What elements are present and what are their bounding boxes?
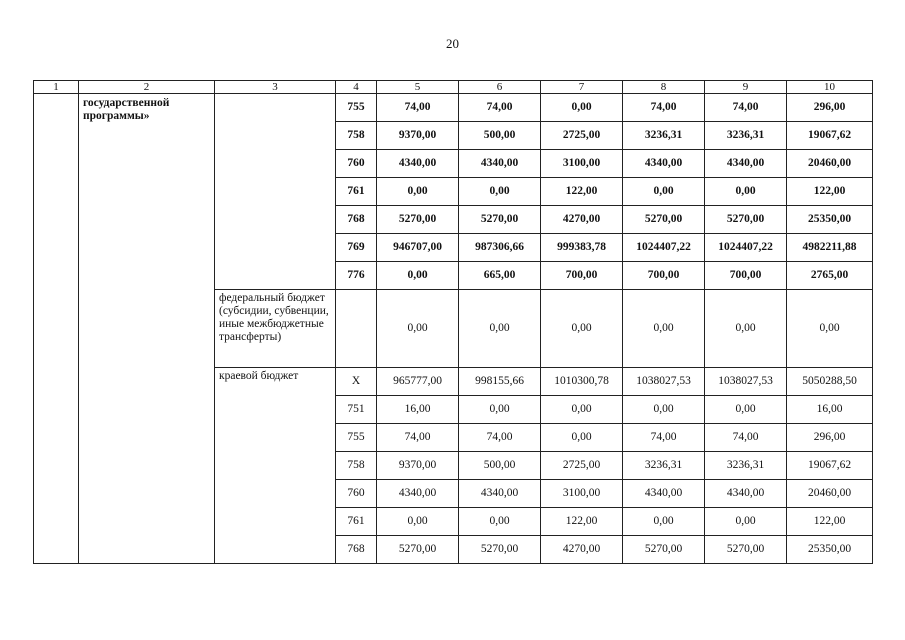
- value-cell: 0,00: [541, 424, 623, 452]
- value-cell: 74,00: [459, 424, 541, 452]
- value-cell: 25350,00: [787, 206, 873, 234]
- value-cell: 4982211,88: [787, 234, 873, 262]
- value-cell: 2725,00: [541, 452, 623, 480]
- program-name-cell: государственной программы»: [79, 94, 215, 564]
- value-cell: 5270,00: [377, 206, 459, 234]
- value-cell: 3236,31: [705, 122, 787, 150]
- value-cell: 0,00: [705, 178, 787, 206]
- value-cell: 1024407,22: [623, 234, 705, 262]
- value-cell: 0,00: [623, 290, 705, 368]
- code-cell: 760: [336, 480, 377, 508]
- value-cell: 0,00: [377, 290, 459, 368]
- value-cell: 122,00: [787, 178, 873, 206]
- code-cell: 761: [336, 508, 377, 536]
- column-header: 7: [541, 81, 623, 94]
- code-cell: 768: [336, 536, 377, 564]
- value-cell: 74,00: [377, 94, 459, 122]
- value-cell: 665,00: [459, 262, 541, 290]
- code-cell: 758: [336, 122, 377, 150]
- value-cell: 9370,00: [377, 122, 459, 150]
- value-cell: 0,00: [377, 178, 459, 206]
- value-cell: 16,00: [787, 396, 873, 424]
- value-cell: 20460,00: [787, 480, 873, 508]
- value-cell: 500,00: [459, 122, 541, 150]
- federal-budget-label: федеральный бюджет (субсидии, субвенции, иные межбюджетные трансферты): [215, 290, 336, 368]
- column-header: 2: [79, 81, 215, 94]
- code-cell: 776: [336, 262, 377, 290]
- value-cell: 74,00: [705, 424, 787, 452]
- column-header: 10: [787, 81, 873, 94]
- value-cell: 74,00: [377, 424, 459, 452]
- code-cell: [336, 290, 377, 368]
- value-cell: 0,00: [541, 94, 623, 122]
- value-cell: 122,00: [541, 178, 623, 206]
- value-cell: 0,00: [459, 508, 541, 536]
- value-cell: 0,00: [459, 396, 541, 424]
- value-cell: 4340,00: [705, 480, 787, 508]
- value-cell: 2765,00: [787, 262, 873, 290]
- value-cell: 5270,00: [623, 536, 705, 564]
- code-cell: X: [336, 368, 377, 396]
- value-cell: 500,00: [459, 452, 541, 480]
- value-cell: 0,00: [705, 508, 787, 536]
- table-row: [34, 94, 873, 122]
- value-cell: 122,00: [541, 508, 623, 536]
- value-cell: 1038027,53: [623, 368, 705, 396]
- value-cell: 700,00: [623, 262, 705, 290]
- code-cell: 751: [336, 396, 377, 424]
- code-cell: 769: [336, 234, 377, 262]
- value-cell: 4270,00: [541, 536, 623, 564]
- value-cell: 0,00: [459, 178, 541, 206]
- value-cell: 4340,00: [705, 150, 787, 178]
- column-header: 1: [34, 81, 79, 94]
- value-cell: 74,00: [623, 94, 705, 122]
- column-header: 6: [459, 81, 541, 94]
- value-cell: 1010300,78: [541, 368, 623, 396]
- value-cell: 3236,31: [705, 452, 787, 480]
- value-cell: 74,00: [705, 94, 787, 122]
- value-cell: 4270,00: [541, 206, 623, 234]
- value-cell: 1038027,53: [705, 368, 787, 396]
- value-cell: 1024407,22: [705, 234, 787, 262]
- value-cell: 5270,00: [705, 536, 787, 564]
- regional-budget-label: краевой бюджет: [215, 368, 336, 564]
- value-cell: 3100,00: [541, 480, 623, 508]
- value-cell: 5270,00: [459, 206, 541, 234]
- table-body: [34, 81, 873, 564]
- value-cell: 4340,00: [377, 480, 459, 508]
- column-header: 9: [705, 81, 787, 94]
- value-cell: 4340,00: [623, 150, 705, 178]
- value-cell: 122,00: [787, 508, 873, 536]
- value-cell: 19067,62: [787, 452, 873, 480]
- code-cell: 755: [336, 424, 377, 452]
- code-cell: 758: [336, 452, 377, 480]
- value-cell: 998155,66: [459, 368, 541, 396]
- value-cell: 4340,00: [377, 150, 459, 178]
- value-cell: 296,00: [787, 424, 873, 452]
- value-cell: 5270,00: [377, 536, 459, 564]
- value-cell: 965777,00: [377, 368, 459, 396]
- value-cell: 0,00: [377, 262, 459, 290]
- value-cell: 5270,00: [705, 206, 787, 234]
- value-cell: 5270,00: [623, 206, 705, 234]
- value-cell: 0,00: [623, 508, 705, 536]
- value-cell: 700,00: [705, 262, 787, 290]
- column-header: 3: [215, 81, 336, 94]
- column-header: 5: [377, 81, 459, 94]
- column-header: 8: [623, 81, 705, 94]
- code-cell: 768: [336, 206, 377, 234]
- value-cell: 946707,00: [377, 234, 459, 262]
- value-cell: 4340,00: [459, 480, 541, 508]
- value-cell: 0,00: [459, 290, 541, 368]
- value-cell: 3236,31: [623, 122, 705, 150]
- table-header-row: [34, 81, 873, 94]
- value-cell: 2725,00: [541, 122, 623, 150]
- value-cell: 4340,00: [459, 150, 541, 178]
- value-cell: 0,00: [705, 396, 787, 424]
- value-cell: 700,00: [541, 262, 623, 290]
- value-cell: 19067,62: [787, 122, 873, 150]
- value-cell: 25350,00: [787, 536, 873, 564]
- value-cell: 5270,00: [459, 536, 541, 564]
- col1-cell: [34, 94, 79, 564]
- page-number: 20: [446, 36, 459, 51]
- value-cell: 0,00: [787, 290, 873, 368]
- value-cell: 3236,31: [623, 452, 705, 480]
- source-cell: [215, 94, 336, 290]
- value-cell: 999383,78: [541, 234, 623, 262]
- column-header: 4: [336, 81, 377, 94]
- value-cell: 9370,00: [377, 452, 459, 480]
- value-cell: 0,00: [623, 178, 705, 206]
- code-cell: 755: [336, 94, 377, 122]
- value-cell: 3100,00: [541, 150, 623, 178]
- value-cell: 5050288,50: [787, 368, 873, 396]
- value-cell: 74,00: [459, 94, 541, 122]
- value-cell: 16,00: [377, 396, 459, 424]
- value-cell: 0,00: [541, 290, 623, 368]
- budget-table: [33, 80, 873, 564]
- value-cell: 20460,00: [787, 150, 873, 178]
- value-cell: 0,00: [623, 396, 705, 424]
- value-cell: 4340,00: [623, 480, 705, 508]
- value-cell: 296,00: [787, 94, 873, 122]
- value-cell: 987306,66: [459, 234, 541, 262]
- value-cell: 0,00: [541, 396, 623, 424]
- code-cell: 760: [336, 150, 377, 178]
- code-cell: 761: [336, 178, 377, 206]
- value-cell: 74,00: [623, 424, 705, 452]
- value-cell: 0,00: [377, 508, 459, 536]
- value-cell: 0,00: [705, 290, 787, 368]
